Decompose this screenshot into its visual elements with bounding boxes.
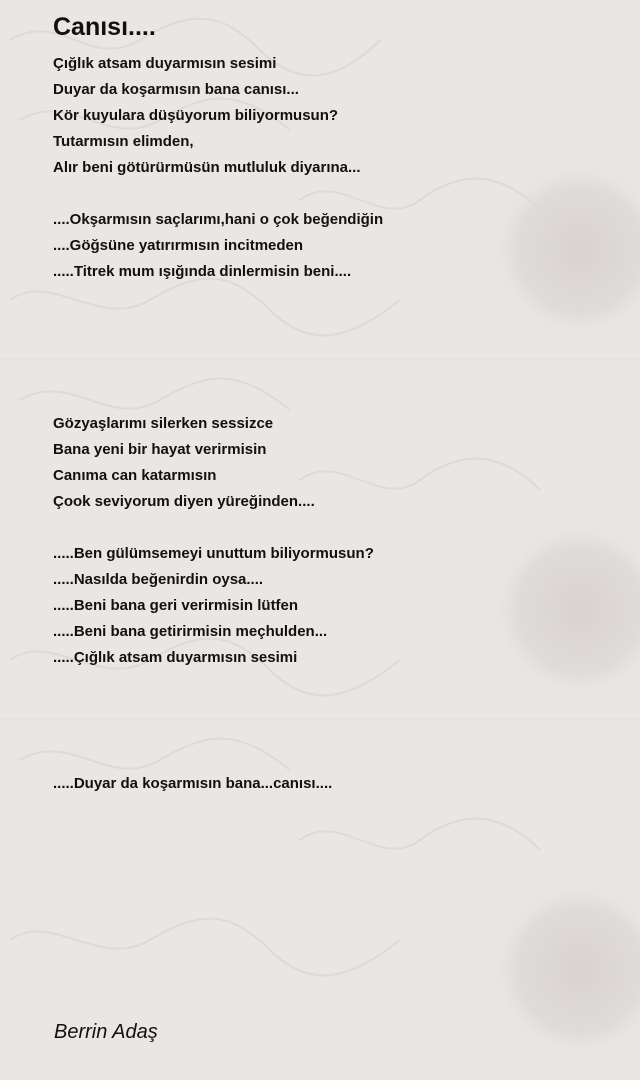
poem-line: Çığlık atsam duyarmısın sesimi	[53, 55, 277, 72]
poem-line: .....Duyar da koşarmısın bana...canısı....	[53, 775, 333, 792]
poem-line: Bana yeni bir hayat verirmisin	[53, 441, 267, 458]
poem-line: ....Okşarmısın saçlarımı,hani o çok beğendiğin	[53, 211, 384, 228]
poem-line: Kör kuyulara düşüyorum biliyormusun?	[53, 107, 339, 124]
poem-line: .....Beni bana getirirmisin meçhulden...	[53, 623, 328, 640]
poem-title: Canısı....	[53, 13, 156, 41]
poem-line: Canıma can katarmısın	[53, 467, 217, 484]
poem-line: Çook seviyorum diyen yüreğinden....	[53, 493, 315, 510]
poem-line: Duyar da koşarmısın bana canısı...	[53, 81, 299, 98]
poem-author: Berrin Adaş	[54, 1021, 158, 1043]
poem-line: .....Çığlık atsam duyarmısın sesimi	[53, 649, 298, 666]
poem-line: ....Göğsüne yatırırmısın incitmeden	[53, 237, 304, 254]
poem-line: .....Ben gülümsemeyi unuttum biliyormusun?	[53, 545, 374, 562]
poem-line: Gözyaşlarımı silerken sessizce	[53, 415, 274, 432]
poem-line: Alır beni götürürmüsün mutluluk diyarına...	[53, 159, 361, 176]
poem-line: .....Titrek mum ışığında dinlermisin beni....	[53, 263, 352, 280]
poem-line: .....Nasılda beğenirdin oysa....	[53, 571, 264, 588]
poem-line: .....Beni bana geri verirmisin lütfen	[53, 597, 299, 614]
poem-line: Tutarmısın elimden,	[53, 133, 194, 150]
